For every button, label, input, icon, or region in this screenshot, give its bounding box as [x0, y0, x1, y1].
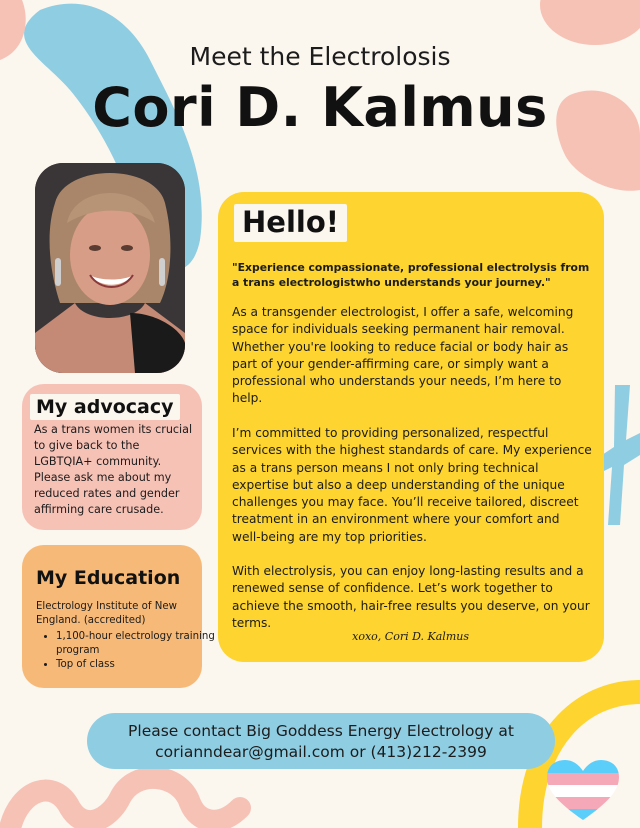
hello-paragraph-3: With electrolysis, you can enjoy long-lasting results and a renewed sense of confidence. Let’s work together to achieve the smooth, hair-free results you deserve, on your terms. [232, 564, 590, 630]
contact-bar [87, 713, 555, 769]
list-item: • 1,100-hour electrology training program [56, 630, 220, 658]
advocacy-body: As a trans women its crucial to give back to the LGBTQIA+ community. Please ask me about my reduced rates and gender affirming care crusade. [34, 423, 193, 516]
decor-blue-shape-right [600, 385, 640, 525]
hello-quote: "Experience compassionate, professional electrolysis from a trans electrologistwho understands your journey." [232, 261, 590, 289]
contact-line-1: Please contact Big Goddess Energy Electrology at [128, 722, 514, 740]
page-title: Cori D. Kalmus [92, 76, 548, 139]
signature: xoxo, Cori D. Kalmus [352, 630, 469, 643]
education-list [36, 630, 220, 672]
list-item: • Top of class [56, 658, 220, 672]
education-institution: Electrology Institute of New England. (accredited) [36, 601, 177, 626]
hello-card [218, 192, 604, 662]
advocacy-card [22, 384, 202, 530]
education-card [22, 545, 215, 688]
page-subtitle: Meet the Electrolosis [189, 42, 451, 71]
portrait-photo [35, 163, 185, 373]
hello-paragraph-2: I’m committed to providing personalized, respectful services with the highest standards of care. My experience as a trans person means I not only bring technical expertise but also a deep understanding of the unique challenges you may face. You’ll receive tailored, discreet treatment in an environment where your comfort and well-being are my top priorities. [232, 426, 592, 544]
hello-paragraph-1: As a transgender electrologist, I offer a safe, welcoming space for individuals seeking permanent hair removal. Whether you're looking to reduce facial or body hair as part of your gender-affirming care, or simply want a professional who understands your needs, I’m here to help. [232, 305, 574, 406]
education-heading: My Education [36, 567, 181, 589]
hello-heading: Hello! [234, 204, 347, 242]
advocacy-heading: My advocacy [30, 394, 180, 420]
trans-flag-heart-icon [547, 760, 619, 822]
contact-line-2: corianndear@gmail.com or (413)212-2399 [155, 743, 487, 761]
